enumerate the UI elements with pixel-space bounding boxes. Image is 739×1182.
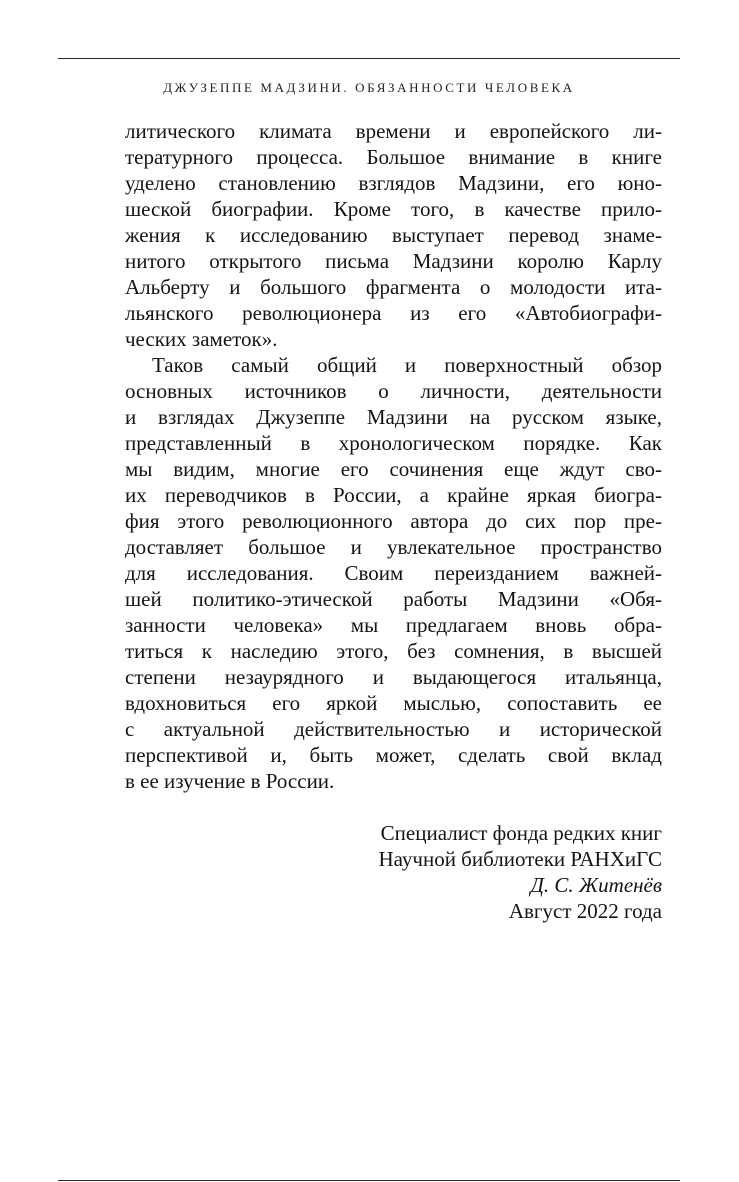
text-line: титься к наследию этого, без сомнения, в высшей <box>125 639 662 663</box>
text-line: фия этого революционного автора до сих пор пре- <box>125 509 662 533</box>
text-line: представленный в хронологическом порядке. Как <box>125 431 662 455</box>
text-line: с актуальной действительностью и исторической <box>125 717 662 741</box>
signature-organization: Научной библиотеки РАНХиГС <box>378 847 662 871</box>
signature-block <box>125 820 662 924</box>
text-line: уделено становлению взглядов Мадзини, его юно- <box>125 171 662 195</box>
text-line: жения к исследованию выступает перевод знаме- <box>125 223 662 247</box>
text-line: их переводчиков в России, а крайне яркая биогра- <box>125 483 662 507</box>
signature-date: Август 2022 года <box>508 899 662 923</box>
text-line: нитого открытого письма Мадзини королю Карлу <box>125 249 662 273</box>
paragraph-1 <box>125 118 662 352</box>
text-line: тературного процесса. Большое внимание в книге <box>125 145 662 169</box>
text-line: доставляет большое и увлекательное пространство <box>125 535 662 559</box>
text-line: шей политико-этической работы Мадзини «Обя- <box>125 587 662 611</box>
body-text <box>125 118 662 794</box>
text-line: льянского революционера из его «Автобиографи- <box>125 301 662 325</box>
text-line: основных источников о личности, деятельности <box>125 379 662 403</box>
text-line: степени незаурядного и выдающегося итальянца, <box>125 665 662 689</box>
text-line: занности человека» мы предлагаем вновь обра- <box>125 613 662 637</box>
footer-rule <box>58 1180 680 1181</box>
text-line: мы видим, многие его сочинения еще ждут сво- <box>125 457 662 481</box>
signature-author: Д. С. Житенёв <box>530 873 662 897</box>
header-rule <box>58 58 680 59</box>
text-line: и взглядах Джузеппе Мадзини на русском языке, <box>125 405 662 429</box>
text-line: вдохновиться его яркой мыслью, сопоставить ее <box>125 691 662 715</box>
text-line: в ее изучение в России. <box>125 769 335 793</box>
paragraph-2 <box>125 352 662 794</box>
text-line: для исследования. Своим переизданием важней- <box>125 561 662 585</box>
signature-position: Специалист фонда редких книг <box>380 821 662 845</box>
text-line: перспективой и, быть может, сделать свой вклад <box>125 743 662 767</box>
running-title: ДЖУЗЕППЕ МАДЗИНИ. ОБЯЗАННОСТИ ЧЕЛОВЕКА <box>163 80 575 95</box>
text-line: Таков самый общий и поверхностный обзор <box>152 353 662 377</box>
text-line: Альберту и большого фрагмента о молодости ита- <box>125 275 662 299</box>
text-line: ческих заметок». <box>125 327 278 351</box>
text-line: литического климата времени и европейского ли- <box>125 119 662 143</box>
text-line: шеской биографии. Кроме того, в качестве прило- <box>125 197 662 221</box>
